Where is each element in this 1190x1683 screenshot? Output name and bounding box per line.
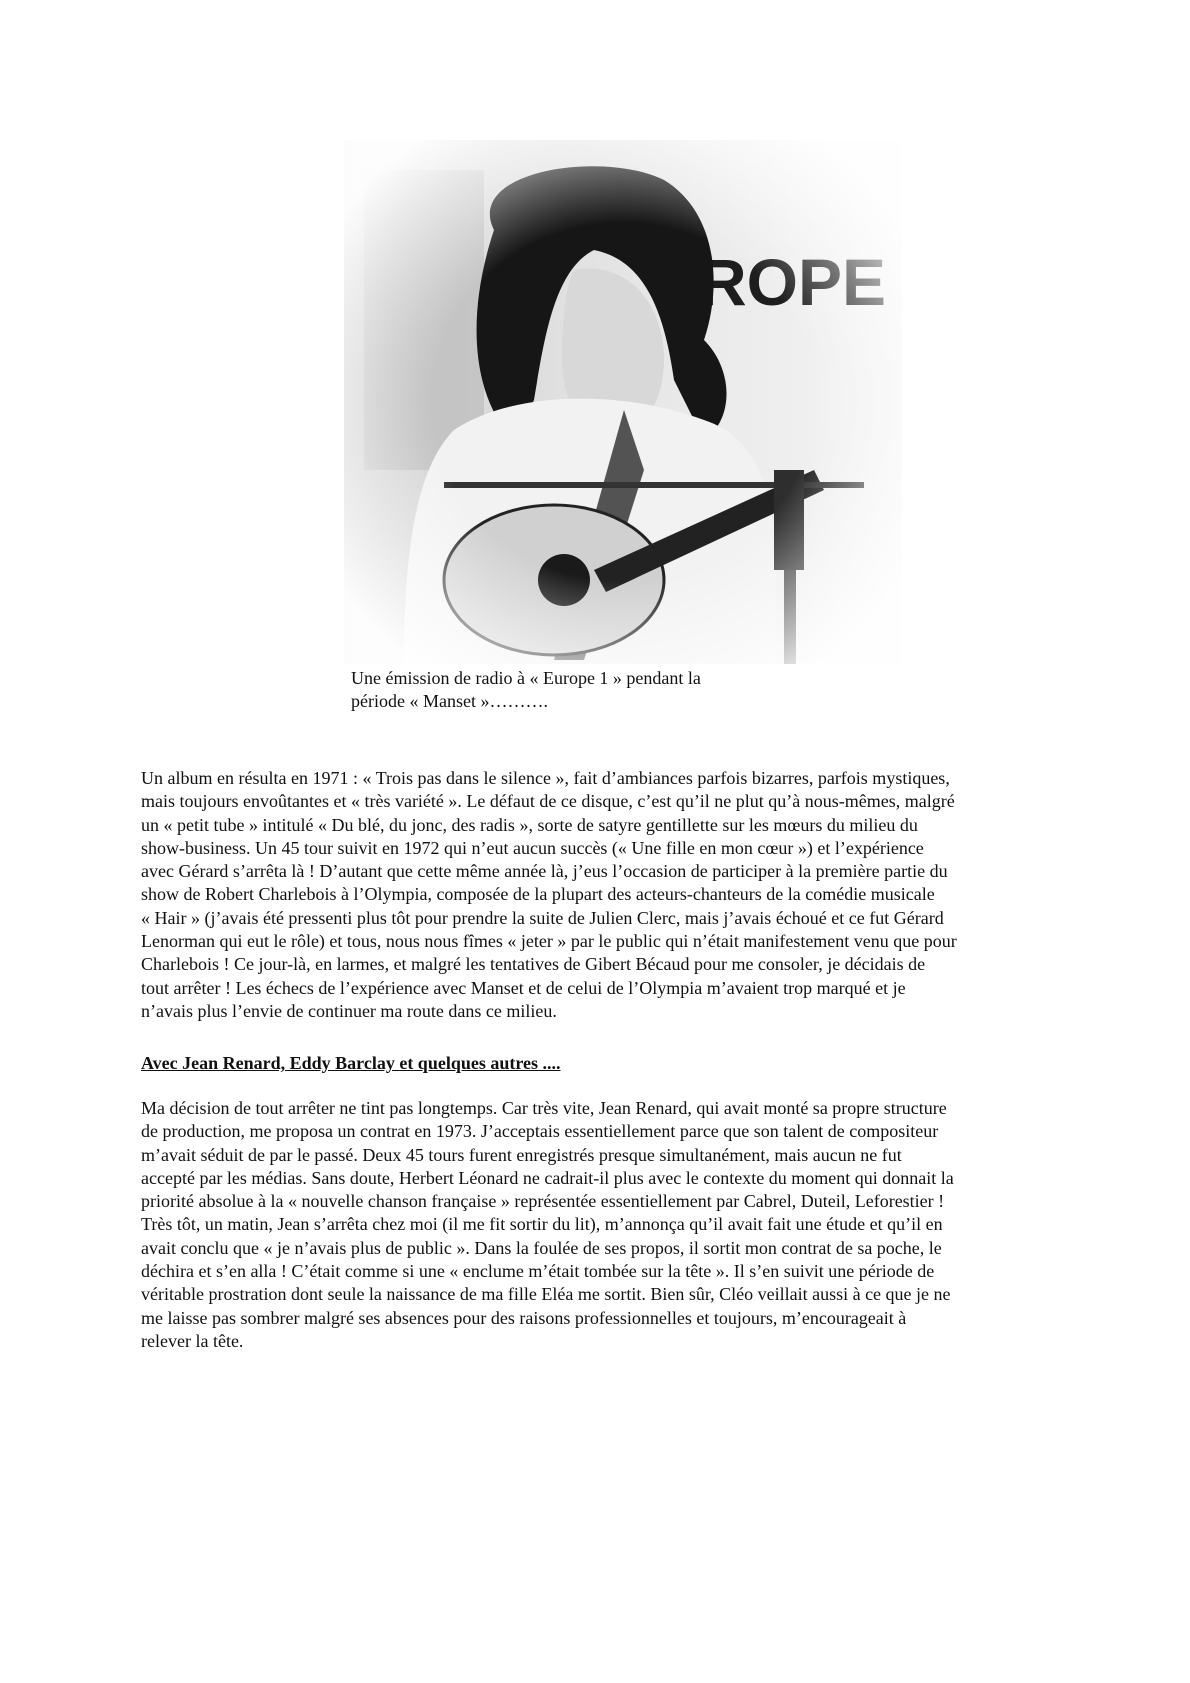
text-line: priorité absolue à la « nouvelle chanson française » représentée essentiellement par Cabrel, Duteil, Leforestier ! bbox=[141, 1191, 945, 1212]
text-line: m’avait séduit de par le passé. Deux 45 tours furent enregistrés presque simultanément, mais aucun ne fut bbox=[141, 1144, 902, 1165]
section-heading: Avec Jean Renard, Eddy Barclay et quelques autres .... bbox=[141, 1053, 561, 1073]
text-line: de production, me proposa un contrat en 1973. J’acceptais essentiellement parce que son talent de compositeur bbox=[141, 1121, 939, 1142]
text-line: Charlebois ! Ce jour-là, en larmes, et malgré les tentatives de Gibert Bécaud pour me consoler, je décidais de bbox=[141, 954, 926, 975]
text-line: Un album en résulta en 1971 : « Trois pas dans le silence », fait d’ambiances parfois bizarres, parfois mystiques, bbox=[141, 768, 950, 788]
text-line: Ma décision de tout arrêter ne tint pas longtemps. Car très vite, Jean Renard, qui avait monté sa propre structure bbox=[141, 1098, 947, 1118]
text-line: show-business. Un 45 tour suivit en 1972 qui n’eut aucun succès (« Une fille en mon cœur ») et l’expérience bbox=[141, 837, 924, 858]
text-line: avec Gérard s’arrêta là ! D’autant que cette même année là, j’eus l’occasion de participer à la première partie du bbox=[141, 861, 948, 882]
caption-line: Une émission de radio à « Europe 1 » pendant la bbox=[351, 668, 701, 688]
text-line: déchira et s’en alla ! C’était comme si une « enclume m’était tombée sur la tête ». Il s’en suivit une période de bbox=[141, 1261, 935, 1282]
text-line: tout arrêter ! Les échecs de l’expérience avec Manset et de celui de l’Olympia m’avaient trop marqué et je bbox=[141, 977, 906, 998]
paragraph-album-1971 bbox=[141, 767, 1041, 1023]
paragraph-jean-renard bbox=[141, 1097, 1041, 1353]
photo-singer-guitar bbox=[344, 140, 902, 664]
text-line: relever la tête. bbox=[141, 1330, 244, 1351]
text-line: me laisse pas sombrer malgré ses absences pour des raisons professionnelles et toujours, m’encourageait à bbox=[141, 1307, 907, 1328]
text-line: Très tôt, un matin, Jean s’arrêta chez moi (il me fit sortir du lit), m’annonça qu’il avait fait une étude et qu’il en bbox=[141, 1214, 943, 1235]
text-line: un « petit tube » intitulé « Du blé, du jonc, des radis », sorte de satyre gentillette sur les mœurs du milieu du bbox=[141, 814, 918, 835]
photo-caption bbox=[351, 667, 771, 713]
text-line: mais toujours envoûtantes et « très variété ». Le défaut de ce disque, c’est qu’il ne plut qu’à nous-mêmes, malgré bbox=[141, 791, 955, 812]
text-line: Lenorman qui eut le rôle) et tous, nous nous fîmes « jeter » par le public qui n’était manifestement venu que pour bbox=[141, 931, 957, 952]
text-line: n’avais plus l’envie de continuer ma route dans ce milieu. bbox=[141, 1000, 557, 1021]
caption-line: période « Manset »………. bbox=[351, 691, 548, 711]
text-line: « Hair » (j’avais été pressenti plus tôt pour prendre la suite de Julien Clerc, mais j’avais échoué et ce fut Gérard bbox=[141, 907, 944, 928]
text-line: véritable prostration dont seule la naissance de ma fille Eléa me sortit. Bien sûr, Cléo veillait aussi à ce que je ne bbox=[141, 1284, 951, 1305]
text-line: avait conclu que « je n’avais plus de public ». Dans la foulée de ses propos, il sortit mon contrat de sa poche, le bbox=[141, 1237, 942, 1258]
text-line: show de Robert Charlebois à l’Olympia, composée de la plupart des acteurs-chanteurs de la comédie musicale bbox=[141, 884, 935, 905]
text-line: accepté par les médias. Sans doute, Herbert Léonard ne cadrait-il plus avec le contexte du moment qui donnait la bbox=[141, 1167, 954, 1188]
